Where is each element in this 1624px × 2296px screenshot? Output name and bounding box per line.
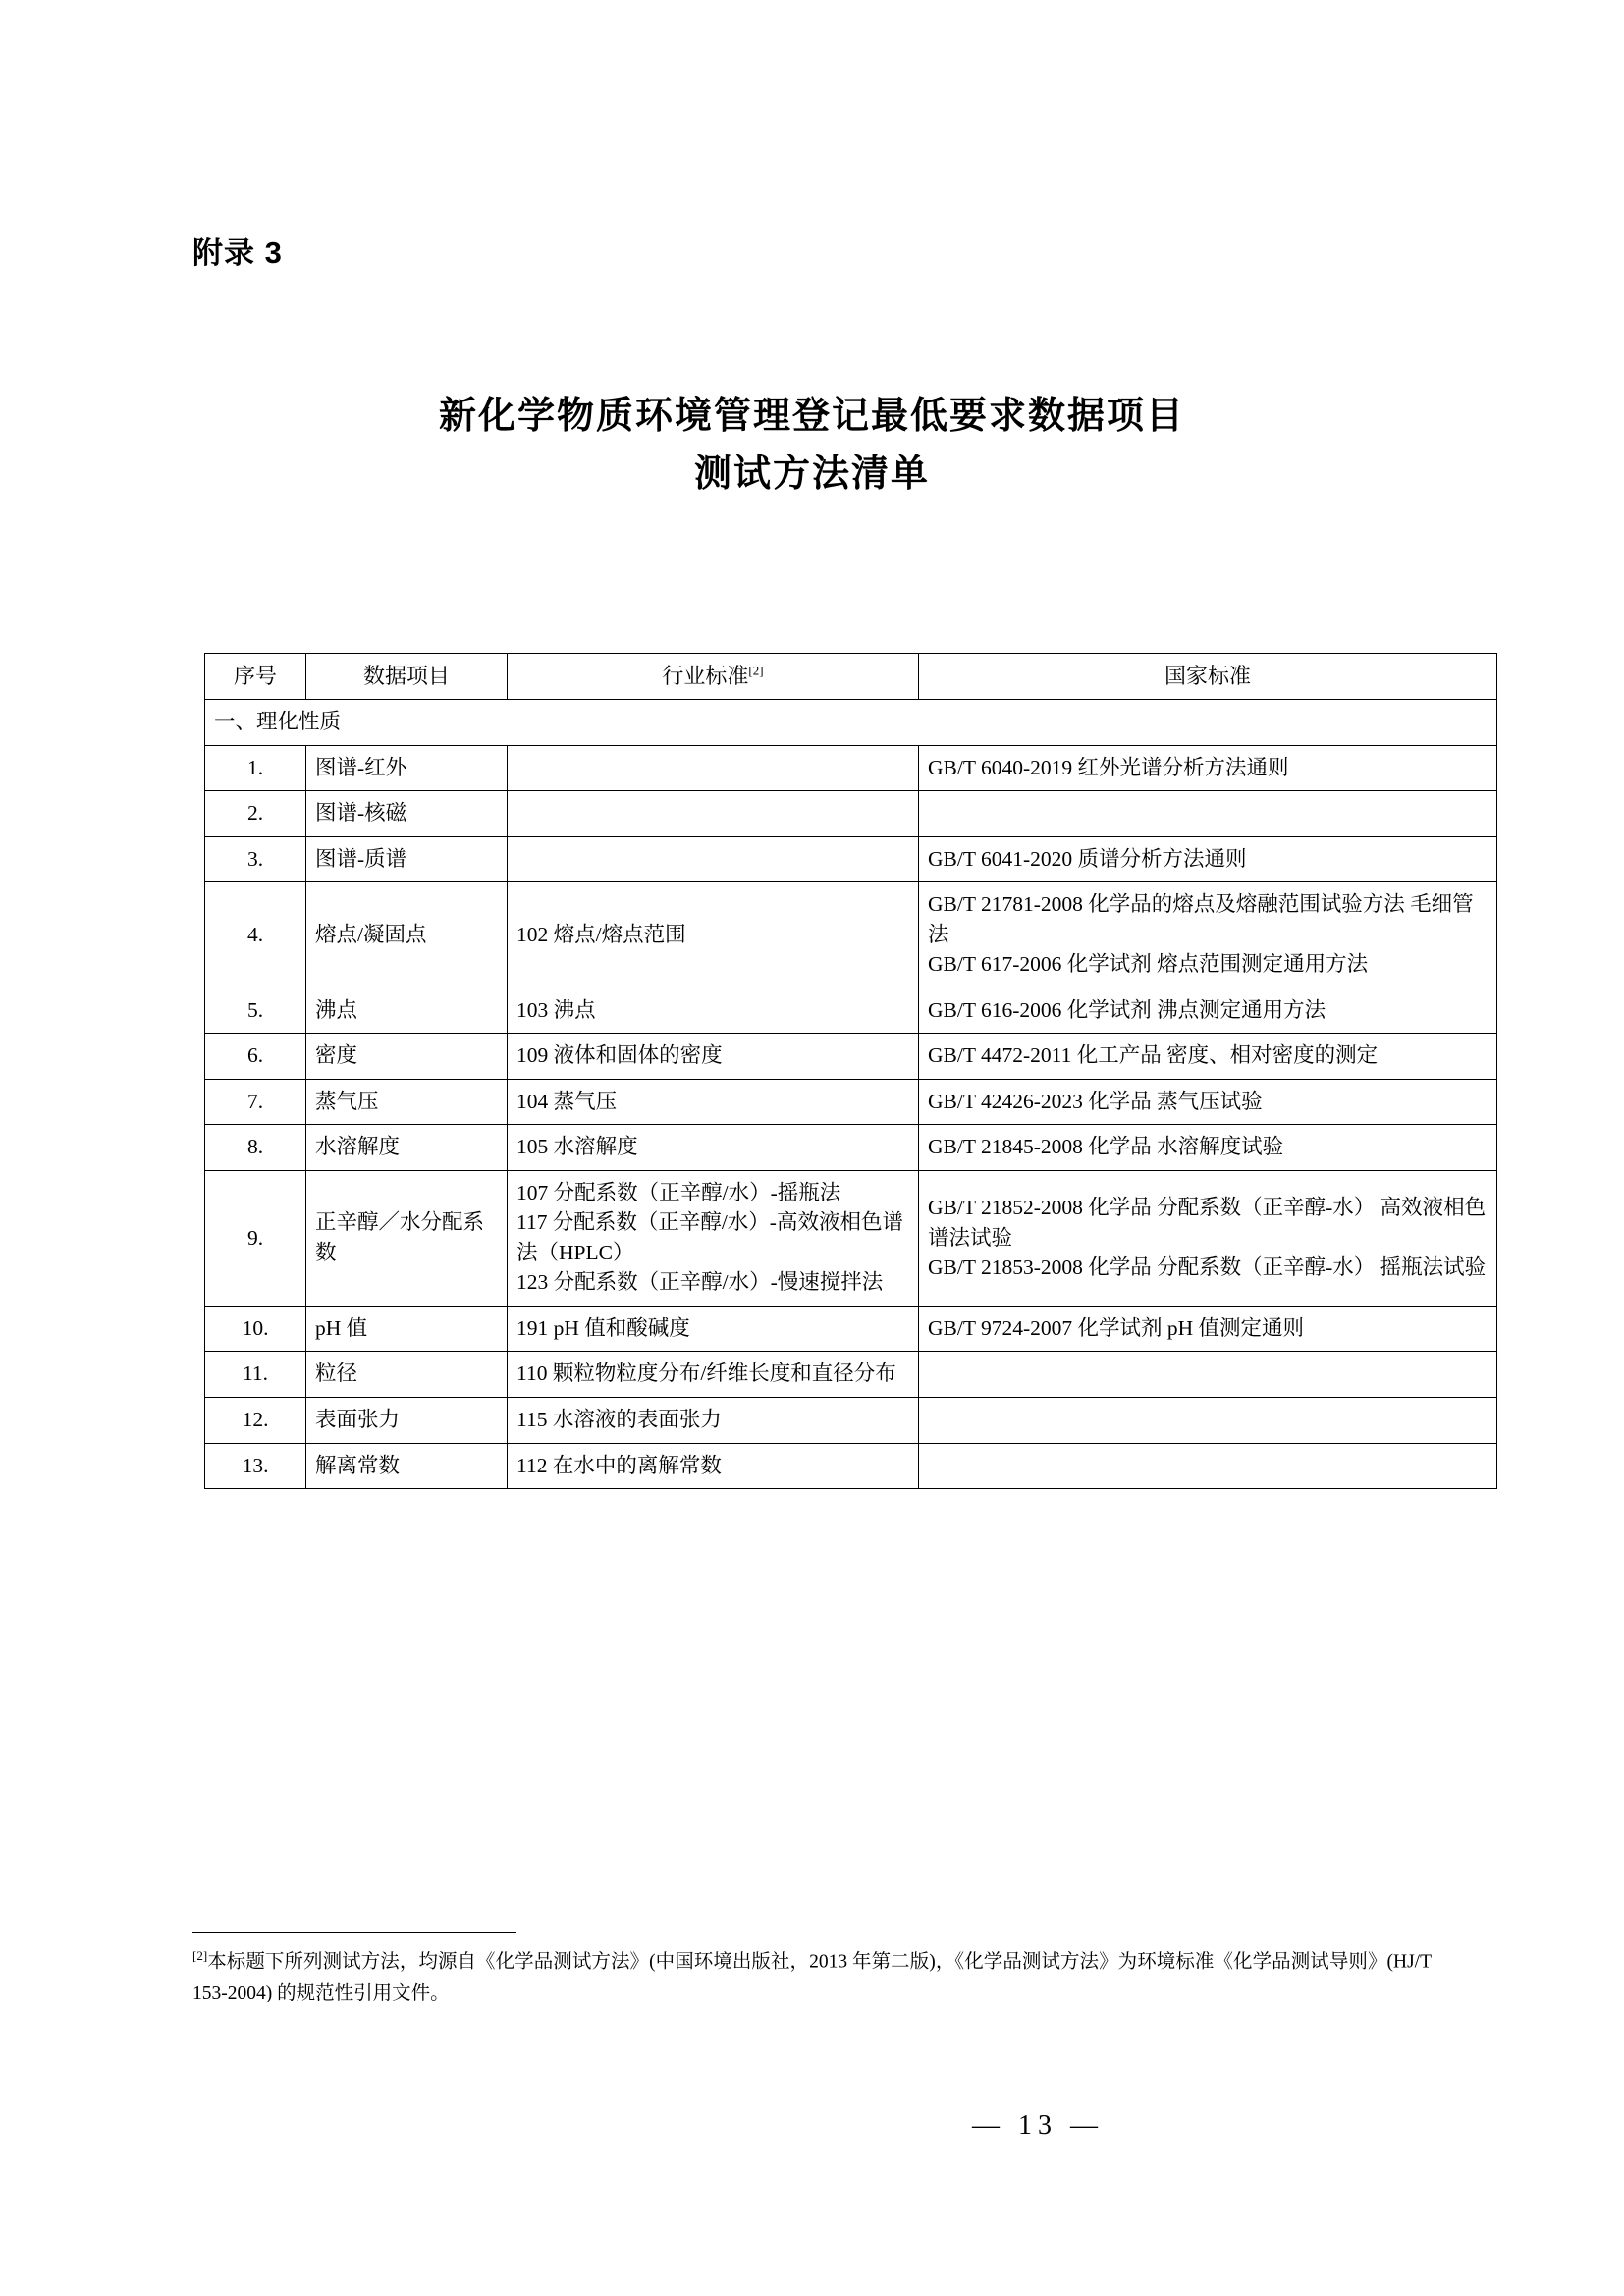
- row-item: 沸点: [306, 988, 508, 1034]
- row-number: 8.: [205, 1125, 306, 1171]
- row-item: pH 值: [306, 1306, 508, 1352]
- table-row: [205, 836, 1497, 882]
- row-number: 7.: [205, 1079, 306, 1125]
- row-industry-standard: 104 蒸气压: [508, 1079, 919, 1125]
- row-item: 图谱-核磁: [306, 791, 508, 837]
- page-title-line1: 新化学物质环境管理登记最低要求数据项目: [438, 396, 1185, 437]
- row-industry-standard: 103 沸点: [508, 988, 919, 1034]
- page-title: [0, 388, 1624, 504]
- footnote-body: 本标题下所列测试方法，均源自《化学品测试方法》(中国环境出版社，2013 年第二版)，《化学品测试方法》为环境标准《化学品测试导则》(HJ/T 153-2004) 的规范性引用文件。: [192, 1951, 1432, 2004]
- row-number: 13.: [205, 1443, 306, 1489]
- table-row: [205, 1034, 1497, 1080]
- row-industry-standard: 105 水溶解度: [508, 1125, 919, 1171]
- row-item: 图谱-红外: [306, 745, 508, 791]
- table-row: [205, 1306, 1497, 1352]
- row-national-standard: GB/T 6041-2020 质谱分析方法通则: [919, 836, 1497, 882]
- row-national-standard: [919, 1352, 1497, 1398]
- row-national-standard: GB/T 6040-2019 红外光谱分析方法通则: [919, 745, 1497, 791]
- row-national-standard: GB/T 42426-2023 化学品 蒸气压试验: [919, 1079, 1497, 1125]
- test-method-table: [204, 653, 1497, 1489]
- row-national-standard: [919, 791, 1497, 837]
- row-item: 表面张力: [306, 1398, 508, 1444]
- column-header-item: 数据项目: [306, 654, 508, 700]
- appendix-label: 附录 3: [192, 236, 283, 270]
- page-title-line2: 测试方法清单: [693, 453, 930, 495]
- row-national-standard: GB/T 4472-2011 化工产品 密度、相对密度的测定: [919, 1034, 1497, 1080]
- row-industry-standard: [508, 791, 919, 837]
- column-header-national: 国家标准: [919, 654, 1497, 700]
- table-row: [205, 1125, 1497, 1171]
- row-national-standard: GB/T 21852-2008 化学品 分配系数（正辛醇-水） 高效液相色谱法试验 GB/T 21853-2008 化学品 分配系数（正辛醇-水） 摇瓶法试验: [919, 1170, 1497, 1306]
- row-national-standard: [919, 1443, 1497, 1489]
- table-section-row: [205, 700, 1497, 746]
- row-national-standard: GB/T 21845-2008 化学品 水溶解度试验: [919, 1125, 1497, 1171]
- row-item: 熔点/凝固点: [306, 882, 508, 988]
- page-number: — 13 —: [972, 2110, 1104, 2141]
- row-number: 4.: [205, 882, 306, 988]
- row-industry-standard: 191 pH 值和酸碱度: [508, 1306, 919, 1352]
- row-industry-standard: 115 水溶液的表面张力: [508, 1398, 919, 1444]
- footnote-divider: [192, 1932, 516, 1933]
- table-row: [205, 791, 1497, 837]
- column-header-no: 序号: [205, 654, 306, 700]
- row-national-standard: GB/T 21781-2008 化学品的熔点及熔融范围试验方法 毛细管法 GB/T 617-2006 化学试剂 熔点范围测定通用方法: [919, 882, 1497, 988]
- table-row: [205, 988, 1497, 1034]
- row-industry-standard: 109 液体和固体的密度: [508, 1034, 919, 1080]
- row-industry-standard: 112 在水中的离解常数: [508, 1443, 919, 1489]
- row-number: 3.: [205, 836, 306, 882]
- table-row: [205, 1170, 1497, 1306]
- row-number: 2.: [205, 791, 306, 837]
- footnote-text: [192, 1946, 1432, 2009]
- row-number: 5.: [205, 988, 306, 1034]
- row-national-standard: [919, 1398, 1497, 1444]
- row-item: 蒸气压: [306, 1079, 508, 1125]
- row-number: 10.: [205, 1306, 306, 1352]
- table-row: [205, 1352, 1497, 1398]
- row-item: 图谱-质谱: [306, 836, 508, 882]
- row-item: 水溶解度: [306, 1125, 508, 1171]
- table-row: [205, 1398, 1497, 1444]
- table-row: [205, 1079, 1497, 1125]
- row-number: 12.: [205, 1398, 306, 1444]
- table-body: [205, 700, 1497, 1489]
- row-number: 11.: [205, 1352, 306, 1398]
- column-header-industry-label: 行业标准: [662, 664, 749, 688]
- row-number: 1.: [205, 745, 306, 791]
- row-item: 密度: [306, 1034, 508, 1080]
- table-header: [205, 654, 1497, 700]
- column-header-industry: [508, 654, 919, 700]
- row-item: 解离常数: [306, 1443, 508, 1489]
- table-row: [205, 745, 1497, 791]
- row-industry-standard: 110 颗粒物粒度分布/纤维长度和直径分布: [508, 1352, 919, 1398]
- footnote-marker: [2]: [748, 663, 764, 678]
- section-title-physicochemical: 一、理化性质: [205, 700, 1497, 746]
- row-number: 9.: [205, 1170, 306, 1306]
- table-row: [205, 1443, 1497, 1489]
- row-industry-standard: [508, 745, 919, 791]
- row-national-standard: GB/T 616-2006 化学试剂 沸点测定通用方法: [919, 988, 1497, 1034]
- table-row: [205, 882, 1497, 988]
- row-industry-standard: 107 分配系数（正辛醇/水）-摇瓶法 117 分配系数（正辛醇/水）-高效液相色谱法（HPLC） 123 分配系数（正辛醇/水）-慢速搅拌法: [508, 1170, 919, 1306]
- row-item: 粒径: [306, 1352, 508, 1398]
- row-item: 正辛醇／水分配系数: [306, 1170, 508, 1306]
- row-number: 6.: [205, 1034, 306, 1080]
- row-national-standard: GB/T 9724-2007 化学试剂 pH 值测定通则: [919, 1306, 1497, 1352]
- table-header-row: [205, 654, 1497, 700]
- row-industry-standard: 102 熔点/熔点范围: [508, 882, 919, 988]
- row-industry-standard: [508, 836, 919, 882]
- footnote-mark: [2]: [192, 1949, 208, 1963]
